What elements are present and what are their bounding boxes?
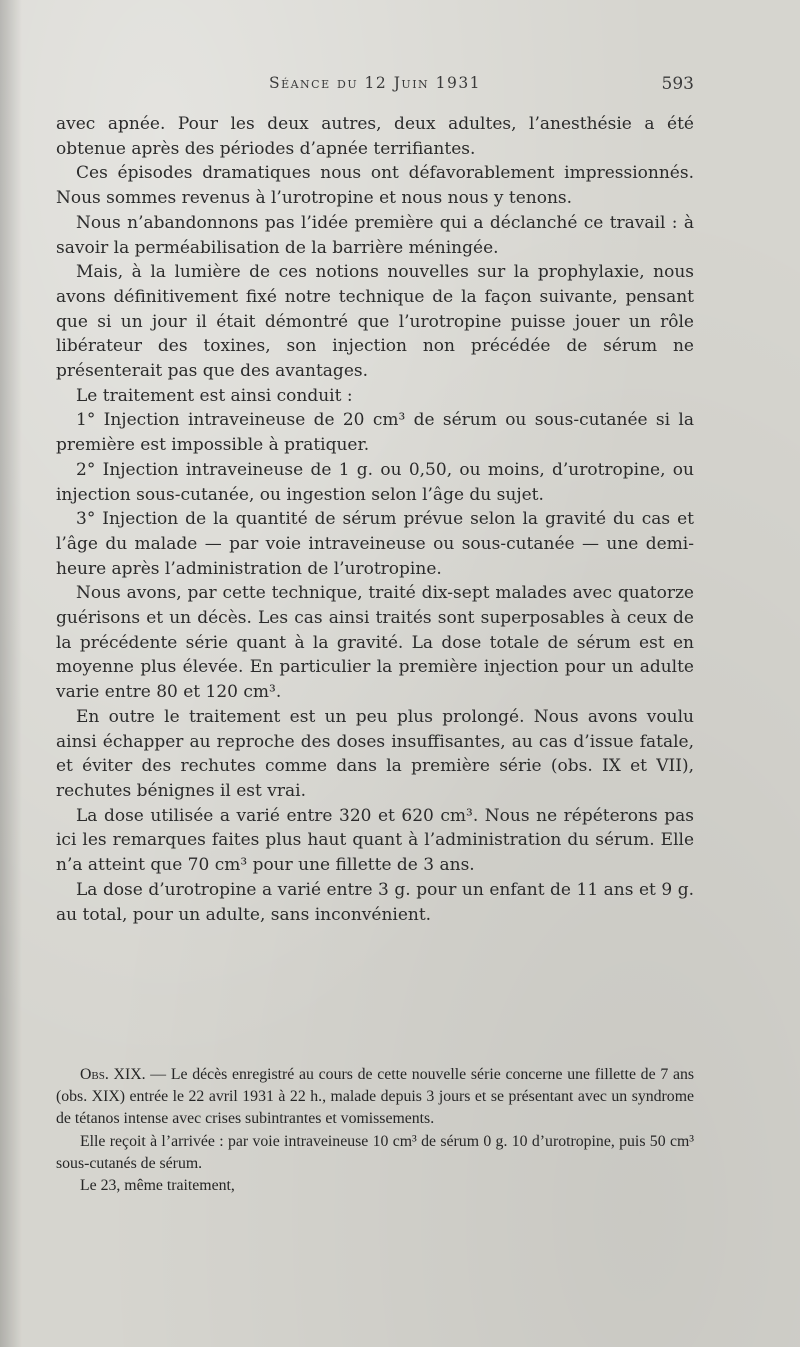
paragraph-6: 1° Injection intraveineuse de 20 cm³ de sérum ou sous-cutanée si la première est impossible à pratiquer. — [56, 410, 694, 456]
running-head: Séance du 12 Juin 1931 — [268, 74, 482, 92]
page-header — [56, 74, 694, 104]
observation-paragraph-1 — [56, 1064, 694, 1131]
body-text — [56, 112, 694, 927]
paragraph-3: Nous n’abandonnons pas l’idée première qui a déclanché ce travail : à savoir la perméabilisation de la barrière méningée. — [56, 212, 694, 258]
paragraph-5: Le traitement est ainsi conduit : — [76, 385, 353, 406]
paragraph-7: 2° Injection intraveineuse de 1 g. ou 0,50, ou moins, d’urotropine, ou injection sous-cutanée, ou ingestion selon l’âge du sujet. — [56, 459, 694, 505]
observation-label: Obs. XIX. — [80, 1066, 146, 1083]
observation-text: — Le décès enregistré au cours de cette nouvelle série concerne une fillette de 7 ans (obs. XIX) entrée le 22 avril 1931 à 22 h., malade depuis 3 jours et se présentant avec un syndrome de tétanos intense avec crises subintrantes et vomissements. — [56, 1066, 695, 1128]
observation-paragraph-3: Le 23, même traitement, — [80, 1177, 235, 1195]
paragraph-11: La dose utilisée a varié entre 320 et 620 cm³. Nous ne répéterons pas ici les remarques faites plus haut quant à l’administration du sérum. Elle n’a atteint que 70 cm³ pour une fillette de 3 ans. — [56, 805, 694, 876]
paragraph-2: Ces épisodes dramatiques nous ont défavorablement impressionnés. Nous sommes revenus à l’urotropine et nous nous y tenons. — [56, 163, 694, 209]
paragraph-1: avec apnée. Pour les deux autres, deux adultes, l’anesthésie a été obtenue après des périodes d’apnée terrifiantes. — [56, 114, 694, 159]
page-number: 593 — [661, 74, 694, 94]
paragraph-8: 3° Injection de la quantité de sérum prévue selon la gravité du cas et l’âge du malade — par voie intraveineuse ou sous-cutanée — une demi-heure après l’administration de l’urotropine. — [56, 509, 694, 579]
observation-notes — [56, 1064, 694, 1197]
paragraph-10: En outre le traitement est un peu plus prolongé. Nous avons voulu ainsi échapper au reproche des doses insuffisantes, au cas d’issue fatale, et éviter des rechutes comme dans la première série (obs. IX et VII), rechutes bénignes il est vrai. — [56, 706, 694, 801]
paragraph-9: Nous avons, par cette technique, traité dix-sept malades avec quatorze guérisons et un décès. Les cas ainsi traités sont superposables à ceux de la précédente série quant à la gravité. La dose totale de sérum est en moyenne plus élevée. En particulier la première injection pour un adulte varie entre 80 et 120 cm³. — [56, 583, 694, 703]
paragraph-12: La dose d’urotropine a varié entre 3 g. pour un enfant de 11 ans et 9 g. au total, pour un adulte, sans inconvénient. — [56, 879, 694, 925]
observation-paragraph-2: Elle reçoit à l’arrivée : par voie intraveineuse 10 cm³ de sérum 0 g. 10 d’urotropine, puis 50 cm³ sous-cutanés de sérum. — [56, 1132, 694, 1172]
spine-shadow — [0, 0, 22, 1347]
paragraph-4: Mais, à la lumière de ces notions nouvelles sur la prophylaxie, nous avons définitivement fixé notre technique de la façon suivante, pensant que si un jour il était démontré que l’urotropine puisse jouer un rôle libérateur des toxines, son injection non précédée de sérum ne présenterait pas que des avantages. — [56, 262, 694, 382]
